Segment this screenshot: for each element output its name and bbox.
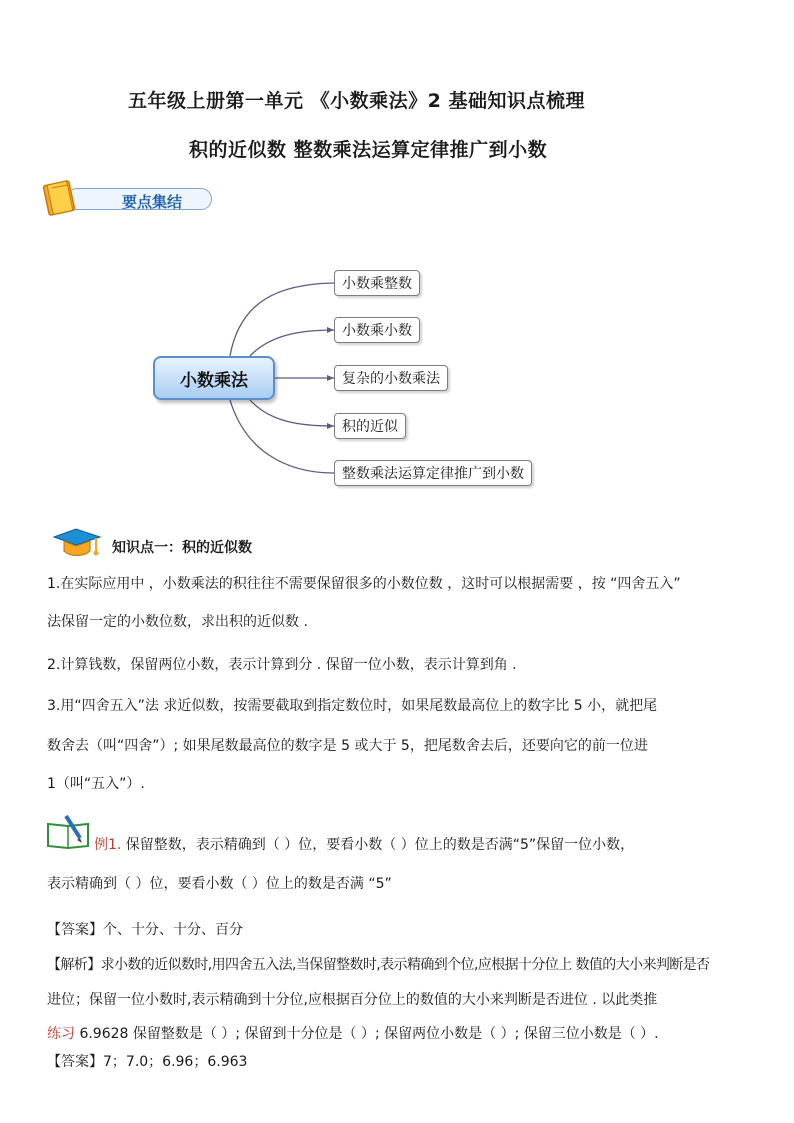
example-line-2: 表示精确到（ ）位，要看小数（ ）位上的数是否满 “5” (47, 876, 392, 892)
practice-label: 练习 (47, 1026, 75, 1042)
mindmap-node-5: 整数乘法运算定律推广到小数 (334, 460, 532, 486)
graduation-cap-icon (52, 527, 102, 559)
paragraph-1-line-1: 1.在实际应用中 ，小数乘法的积往往不需要保留很多的小数位数 ，这时可以根据需要 ，按 “四舍五入” (47, 576, 681, 592)
mindmap-node-4: 积的近似 (334, 413, 406, 439)
practice-text: 6.9628 保留整数是（ ）; 保留到十分位是（ ）; 保留两位小数是（ ）; 保留三位小数是（ ）. (75, 1026, 659, 1042)
example-label: 例1. (94, 837, 122, 853)
banner-label: 要点集结 (122, 193, 183, 211)
mindmap-node-1: 小数乘整数 (334, 270, 420, 296)
page-subtitle: 积的近似数 整数乘法运算定律推广到小数 (189, 139, 548, 161)
mindmap-root: 小数乘法 (153, 356, 275, 400)
analysis-line-1: 【解析】求小数的近似数时,用四舍五入法,当保留整数时,表示精确到个位,应根据十分位上 数值的大小来判断是否 (47, 957, 710, 973)
knowledge-point-title: 知识点一：积的近似数 (112, 540, 252, 556)
page-title: 五年级上册第一单元 《小数乘法》2 基础知识点梳理 (128, 90, 585, 112)
paragraph-1-line-2: 法保留一定的小数位数，求出积的近似数 . (47, 614, 308, 630)
example-line-1 (94, 835, 634, 855)
mindmap-node-2: 小数乘小数 (334, 317, 420, 343)
example-answer: 【答案】个、十分、十分、百分 (47, 922, 243, 938)
paragraph-2: 2.计算钱数，保留两位小数，表示计算到分 . 保留一位小数，表示计算到角 . (47, 657, 517, 673)
book-pencil-icon (46, 812, 92, 850)
paragraph-3-line-1: 3.用“四舍五入”法 求近似数，按需要截取到指定数位时，如果尾数最高位上的数字比 5 小，就把尾 (47, 698, 658, 714)
analysis-line-2: 进位；保留一位小数时,表示精确到十分位,应根据百分位上的数值的大小来判断是否进位 . 以此类推 (47, 992, 658, 1008)
mindmap-node-3: 复杂的小数乘法 (334, 365, 448, 391)
paragraph-3-line-2: 数舍去（叫“四舍”）; 如果尾数最高位的数字是 5 或大于 5，把尾数舍去后，还要向它的前一位进 (47, 738, 648, 754)
example-text-1: 保留整数，表示精确到（ ）位，要看小数（ ）位上的数是否满“5”保留一位小数， (121, 837, 635, 853)
paragraph-3-line-3: 1（叫“五入”）. (47, 776, 145, 792)
practice-line (47, 1024, 659, 1044)
mindmap-connectors (0, 0, 794, 520)
practice-answer: 【答案】7；7.0；6.96；6.963 (47, 1054, 248, 1070)
